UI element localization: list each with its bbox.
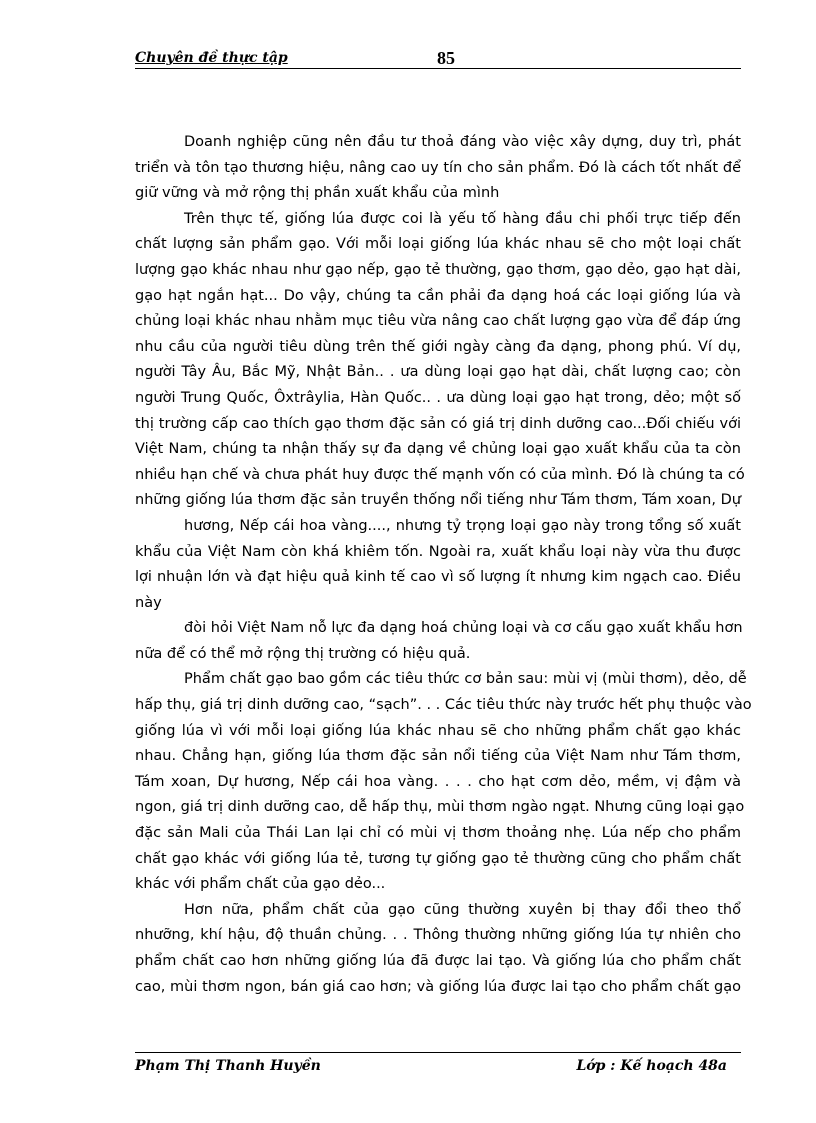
text-line: khác với phẩm chất của gạo dẻo...	[135, 876, 386, 893]
text-line: chất lượng sản phẩm gạo. Với mỗi loại giống lúa khác nhau sẽ cho một loại chất	[135, 236, 741, 253]
text-line: Phẩm chất gạo bao gồm các tiêu thức cơ bản sau: mùi vị (mùi thơm), dẻo, dễ	[184, 671, 747, 688]
text-line: Doanh nghiệp cũng nên đầu tư thoả đáng vào việc xây dựng, duy trì, phát	[184, 134, 741, 150]
body-text	[135, 130, 752, 1000]
text-line: nhưỡng, khí hậu, độ thuần chủng. . . Thông thường những giống lúa tự nhiên cho	[135, 927, 741, 944]
page-number: 85	[437, 48, 455, 68]
text-line: này	[135, 594, 162, 611]
text-line: triển và tôn tạo thương hiệu, nâng cao uy tín cho sản phẩm. Đó là cách tốt nhất để	[135, 159, 741, 176]
text-line: phẩm chất cao hơn những giống lúa đã được lai tạo. Và giống lúa cho phẩm chất	[135, 953, 741, 969]
footer-rule	[135, 1052, 741, 1053]
text-line: Việt Nam, chúng ta nhận thấy sự đa dạng về chủng loại gạo xuất khẩu của ta còn	[135, 441, 741, 458]
text-line: giống lúa vì với mỗi loại giống lúa khác nhau sẽ cho những phẩm chất gạo khác	[135, 722, 741, 739]
text-line: đòi hỏi Việt Nam nỗ lực đa dạng hoá chủng loại và cơ cấu gạo xuất khẩu hơn	[184, 620, 743, 637]
footer-author: Phạm Thị Thanh Huyền	[135, 1058, 321, 1074]
text-line: chủng loại khác nhau nhằm mục tiêu vừa nâng cao chất lượng gạo vừa để đáp ứng	[135, 313, 741, 330]
text-line: hương, Nếp cái hoa vàng...., nhưng tỷ trọng loại gạo này trong tổng số xuất	[184, 517, 741, 534]
text-line: lượng gạo khác nhau như gạo nếp, gạo tẻ thường, gạo thơm, gạo dẻo, gạo hạt dài,	[135, 261, 741, 278]
text-line: nhu cầu của người tiêu dùng trên thế giới ngày càng đa dạng, phong phú. Ví dụ,	[135, 338, 741, 355]
text-line: Tám xoan, Dự hương, Nếp cái hoa vàng. . . . cho hạt cơm dẻo, mềm, vị đậm và	[135, 773, 741, 790]
footer-class: Lớp : Kế hoạch 48a	[576, 1058, 727, 1074]
text-line: người Tây Âu, Bắc Mỹ, Nhật Bản.. . ưa dùng loại gạo hạt dài, chất lượng cao; còn	[135, 364, 741, 381]
text-line: ngon, giá trị dinh dưỡng cao, dễ hấp thụ, mùi thơm ngào ngạt. Nhưng cũng loại gạo	[135, 799, 745, 816]
text-line: Hơn nữa, phẩm chất của gạo cũng thường xuyên bị thay đổi theo thổ	[184, 901, 741, 918]
text-line: gạo hạt ngắn hạt... Do vậy, chúng ta cần phải đa dạng hoá các loại giống lúa và	[135, 287, 741, 304]
text-line: những giống lúa thơm đặc sản truyền thống nổi tiếng như Tám thơm, Tám xoan, Dự	[135, 492, 741, 509]
text-line: chất gạo khác với giống lúa tẻ, tương tự giống gạo tẻ thường cũng cho phẩm chất	[135, 850, 741, 867]
text-line: nhiều hạn chế và chưa phát huy được thế mạnh vốn có của mình. Đó là chúng ta có	[135, 466, 745, 483]
header-title: Chuyên đề thực tập	[135, 50, 288, 66]
text-line: cao, mùi thơm ngon, bán giá cao hơn; và giống lúa được lai tạo cho phẩm chất gạo	[135, 978, 741, 995]
page-header	[135, 48, 741, 70]
text-line: người Trung Quốc, Ôxtrâylia, Hàn Quốc.. . ưa dùng loại gạo hạt trong, dẻo; một số	[135, 389, 741, 406]
text-line: hấp thụ, giá trị dinh dưỡng cao, “sạch”. . . Các tiêu thức này trước hết phụ thuộc vào	[135, 697, 752, 714]
header-rule	[135, 68, 741, 69]
text-line: Trên thực tế, giống lúa được coi là yếu tố hàng đầu chi phối trực tiếp đến	[184, 210, 741, 227]
text-line: thị trường cấp cao thích gạo thơm đặc sản có giá trị dinh dưỡng cao...Đối chiếu với	[135, 415, 741, 432]
text-line: khẩu của Việt Nam còn khá khiêm tốn. Ngoài ra, xuất khẩu loại này vừa thu được	[135, 543, 741, 560]
text-line: nữa để có thể mở rộng thị trường có hiệu quả.	[135, 645, 471, 662]
text-line: giữ vững và mở rộng thị phần xuất khẩu của mình	[135, 185, 500, 202]
text-line: nhau. Chẳng hạn, giống lúa thơm đặc sản nổi tiếng của Việt Nam như Tám thơm,	[135, 748, 741, 765]
text-line: lợi nhuận lớn và đạt hiệu quả kinh tế cao vì số lượng ít nhưng kim ngạch cao. Điều	[135, 569, 741, 586]
text-line: đặc sản Mali của Thái Lan lại chỉ có mùi vị thơm thoảng nhẹ. Lúa nếp cho phẩm	[135, 825, 741, 842]
page-footer	[135, 1052, 741, 1076]
